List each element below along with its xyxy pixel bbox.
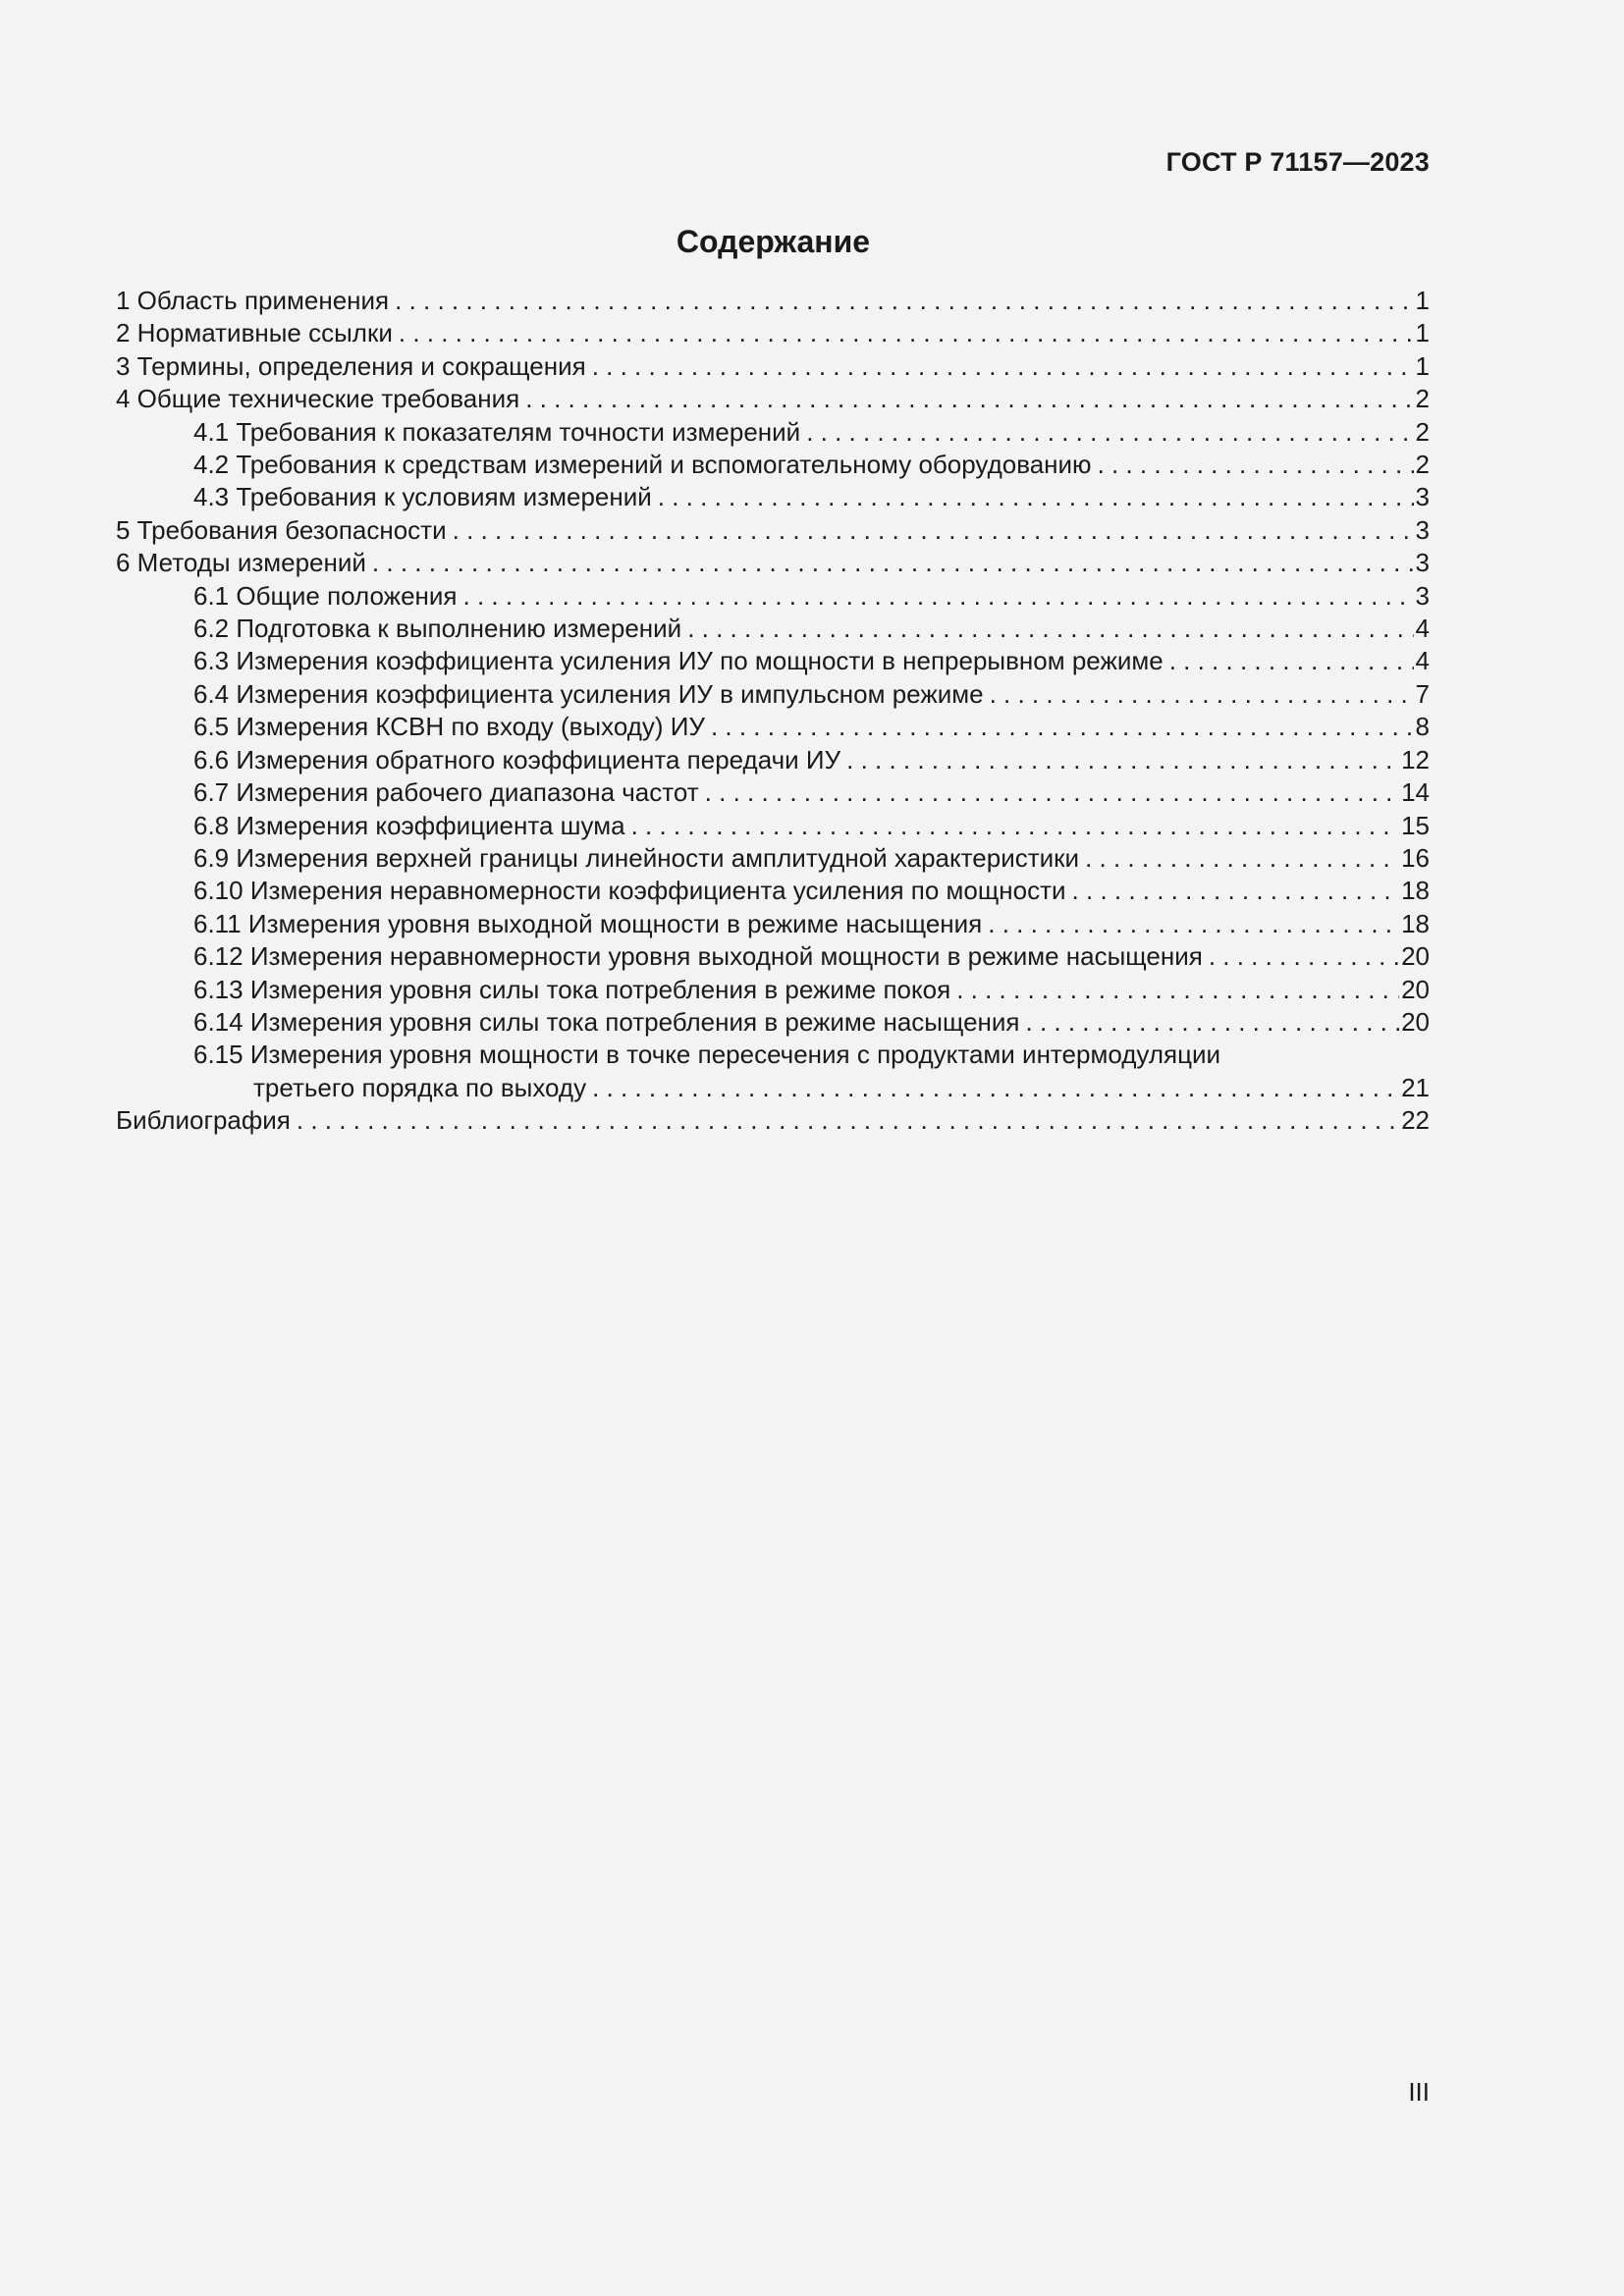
toc-entry[interactable]	[116, 1006, 1430, 1039]
toc-entry[interactable]	[116, 481, 1430, 513]
toc-entry[interactable]	[116, 744, 1430, 776]
toc-entry-6-15[interactable]	[116, 1039, 1430, 1104]
dot-leader	[453, 514, 1414, 547]
dot-leader	[463, 580, 1414, 613]
toc-entry[interactable]	[116, 514, 1430, 547]
toc-entry-page: 4	[1415, 614, 1430, 644]
toc-entry[interactable]	[116, 547, 1430, 579]
toc-entry-title: 6.7 Измерения рабочего диапазона частот	[193, 777, 699, 808]
toc-entry-page: 18	[1401, 908, 1430, 938]
toc-entry-title: 6.5 Измерения КСВН по входу (выходу) ИУ	[193, 712, 705, 742]
toc-entry-page: 1	[1415, 286, 1430, 315]
toc-entry-title: 6.13 Измерения уровня силы тока потребления в режиме покоя	[193, 974, 951, 1004]
toc-entry-bibliography[interactable]	[116, 1104, 1430, 1137]
toc-entry-title: 4.2 Требования к средствам измерений и вспомогательному оборудованию	[193, 450, 1092, 480]
table-of-contents	[116, 285, 1430, 1138]
toc-entry[interactable]	[116, 383, 1430, 415]
toc-entry[interactable]	[116, 350, 1430, 383]
dot-leader	[705, 776, 1399, 809]
dot-leader	[592, 1072, 1399, 1104]
toc-entry-title: 4.1 Требования к показателям точности измерений	[193, 416, 801, 447]
dot-leader	[1072, 875, 1400, 907]
toc-entry-page: 20	[1401, 941, 1430, 972]
toc-entry[interactable]	[116, 317, 1430, 349]
toc-entry[interactable]	[116, 940, 1430, 973]
dot-leader	[395, 285, 1413, 317]
toc-entry-title: 6.14 Измерения уровня силы тока потребления в режиме насыщения	[193, 1006, 1020, 1037]
dot-leader	[687, 613, 1413, 645]
dot-leader	[990, 678, 1414, 711]
toc-entry-title: Библиография	[116, 1105, 291, 1136]
toc-entry-page: 20	[1401, 974, 1430, 1004]
dot-leader	[372, 547, 1414, 579]
toc-entry-title: 6.4 Измерения коэффициента усиления ИУ в импульсном режиме	[193, 678, 984, 709]
toc-entry-page: 1	[1415, 350, 1430, 381]
dot-leader	[1098, 449, 1414, 481]
dot-leader	[631, 810, 1400, 842]
toc-entry-page: 3	[1415, 580, 1430, 611]
toc-entry-title: 4.3 Требования к условиям измерений	[193, 482, 652, 512]
toc-entry[interactable]	[116, 974, 1430, 1006]
toc-entry-page: 18	[1401, 876, 1430, 906]
toc-entry-title: 6.11 Измерения уровня выходной мощности в режиме насыщения	[193, 908, 983, 938]
toc-entry-page: 2	[1415, 450, 1430, 480]
toc-entry-page: 7	[1415, 678, 1430, 709]
toc-entry-page: 16	[1401, 842, 1430, 873]
toc-entry[interactable]	[116, 875, 1430, 907]
toc-entry-title: 3 Термины, определения и сокращения	[116, 350, 586, 381]
toc-entry-title: 1 Область применения	[116, 286, 390, 315]
dot-leader	[399, 317, 1414, 349]
dot-leader	[846, 744, 1399, 776]
toc-title: Содержание	[676, 224, 871, 259]
toc-entry-title: 6.3 Измерения коэффициента усиления ИУ по мощности в непрерывном режиме	[193, 646, 1164, 676]
dot-leader	[592, 350, 1414, 383]
toc-entry-page: 2	[1415, 416, 1430, 447]
toc-entry[interactable]	[116, 776, 1430, 809]
toc-entry-page: 21	[1401, 1072, 1430, 1102]
toc-entry[interactable]	[116, 285, 1430, 317]
toc-entry-page: 4	[1415, 646, 1430, 676]
toc-entry-title: 6.1 Общие положения	[193, 580, 458, 611]
page-number: III	[1408, 2077, 1430, 2107]
toc-entry-page: 1	[1415, 318, 1430, 348]
toc-entry-title: 6.12 Измерения неравномерности уровня выходной мощности в режиме насыщения	[193, 941, 1203, 972]
toc-entry-page: 2	[1415, 384, 1430, 414]
toc-entry[interactable]	[116, 416, 1430, 449]
toc-entry[interactable]	[116, 842, 1430, 875]
toc-entry-page: 14	[1401, 777, 1430, 808]
toc-entry-title: 4 Общие технические требования	[116, 384, 520, 414]
dot-leader	[806, 416, 1413, 449]
toc-entry-title: 5 Требования безопасности	[116, 514, 447, 545]
toc-entry-page: 22	[1401, 1105, 1430, 1136]
toc-entry-title: 2 Нормативные ссылки	[116, 318, 393, 348]
document-code: ГОСТ Р 71157—2023	[1165, 147, 1430, 177]
dot-leader	[1085, 842, 1399, 875]
toc-entry[interactable]	[116, 580, 1430, 613]
toc-entry-title: 6.8 Измерения коэффициента шума	[193, 810, 625, 840]
dot-leader	[956, 974, 1399, 1006]
toc-entry-title: 6.9 Измерения верхней границы линейности амплитудной характеристики	[193, 842, 1080, 873]
toc-entry-page: 15	[1401, 810, 1430, 840]
toc-entry-title-line2: третьего порядка по выходу	[253, 1072, 587, 1102]
toc-entry-page: 3	[1415, 548, 1430, 578]
toc-entry[interactable]	[116, 645, 1430, 677]
toc-entry-title: 6.6 Измерения обратного коэффициента передачи ИУ	[193, 744, 841, 774]
toc-entry-page: 20	[1401, 1006, 1430, 1037]
toc-entry[interactable]	[116, 678, 1430, 711]
dot-leader	[658, 481, 1414, 513]
dot-leader	[988, 908, 1399, 940]
toc-entry-title: 6 Методы измерений	[116, 548, 366, 578]
dot-leader	[711, 711, 1414, 743]
toc-entry-title-line1: 6.15 Измерения уровня мощности в точке пересечения с продуктами интермодуляции	[193, 1040, 1221, 1070]
toc-entry[interactable]	[116, 810, 1430, 842]
toc-entry-page: 12	[1401, 744, 1430, 774]
dot-leader	[1209, 940, 1399, 973]
dot-leader	[1169, 645, 1414, 677]
toc-entry[interactable]	[116, 613, 1430, 645]
dot-leader	[1026, 1006, 1400, 1039]
toc-entry[interactable]	[116, 908, 1430, 940]
toc-entry[interactable]	[116, 711, 1430, 743]
toc-entry-page: 3	[1415, 514, 1430, 545]
toc-entry-title: 6.2 Подготовка к выполнению измерений	[193, 614, 682, 644]
dot-leader	[525, 383, 1413, 415]
toc-entry[interactable]	[116, 449, 1430, 481]
toc-entry-page: 3	[1415, 482, 1430, 512]
toc-entry-title: 6.10 Измерения неравномерности коэффициента усиления по мощности	[193, 876, 1066, 906]
toc-entry-page: 8	[1415, 712, 1430, 742]
dot-leader	[297, 1104, 1399, 1137]
